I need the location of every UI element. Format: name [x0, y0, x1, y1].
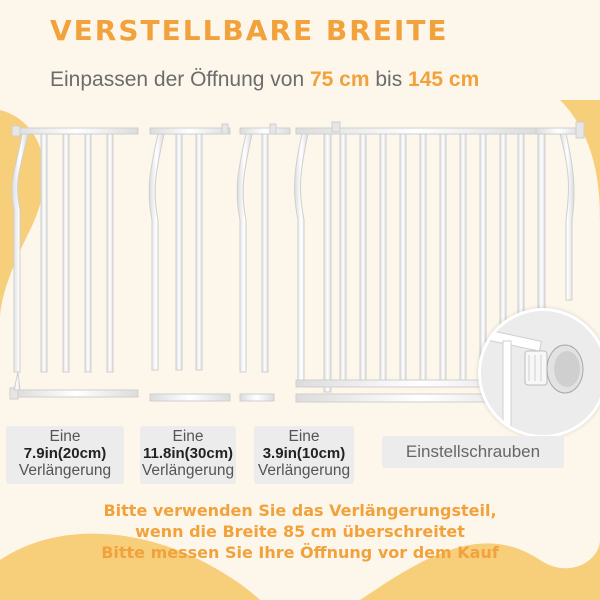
measure-note: Bitte messen Sie Ihre Öffnung vor dem Kauf: [101, 543, 499, 562]
subtitle-min-width: 75 cm: [309, 68, 370, 91]
page-title: VERSTELLBARE BREITE: [50, 14, 449, 47]
extension-label-size: 7.9in(20cm): [23, 445, 107, 462]
extension-label-size: 3.9in(10cm): [262, 445, 346, 462]
extension-label-line3: Verlängerung: [18, 462, 112, 479]
extension-label-30cm: [140, 426, 236, 484]
extension-note: [0, 500, 600, 542]
subtitle-max-width: 145 cm: [408, 68, 480, 91]
extension-30cm-image: [149, 124, 230, 401]
extension-label-line1: Eine: [288, 428, 320, 445]
subtitle-prefix: Einpassen der Öffnung von: [50, 68, 310, 91]
extension-20cm-image: [10, 126, 138, 399]
extension-label-line3: Verlängerung: [257, 462, 351, 479]
extension-label-line3: Verlängerung: [141, 462, 235, 479]
subtitle-mid: bis: [369, 68, 409, 91]
extension-label-size: 11.8in(30cm): [142, 445, 234, 462]
extension-note-line2: wenn die Breite 85 cm überschreitet: [135, 522, 465, 541]
screws-label: Einstellschrauben: [382, 436, 564, 468]
extension-10cm-image: [237, 124, 290, 401]
adjustment-screw-image: [481, 311, 600, 435]
extension-label-20cm: [6, 426, 124, 484]
extension-label-line1: Eine: [49, 428, 81, 445]
extension-label-line1: Eine: [172, 428, 204, 445]
extension-note-line1: Bitte verwenden Sie das Verlängerungsteil,: [103, 501, 497, 520]
adjustment-screw-zoom: [478, 308, 600, 438]
extension-label-10cm: [254, 426, 354, 484]
page-subtitle: [50, 68, 479, 92]
